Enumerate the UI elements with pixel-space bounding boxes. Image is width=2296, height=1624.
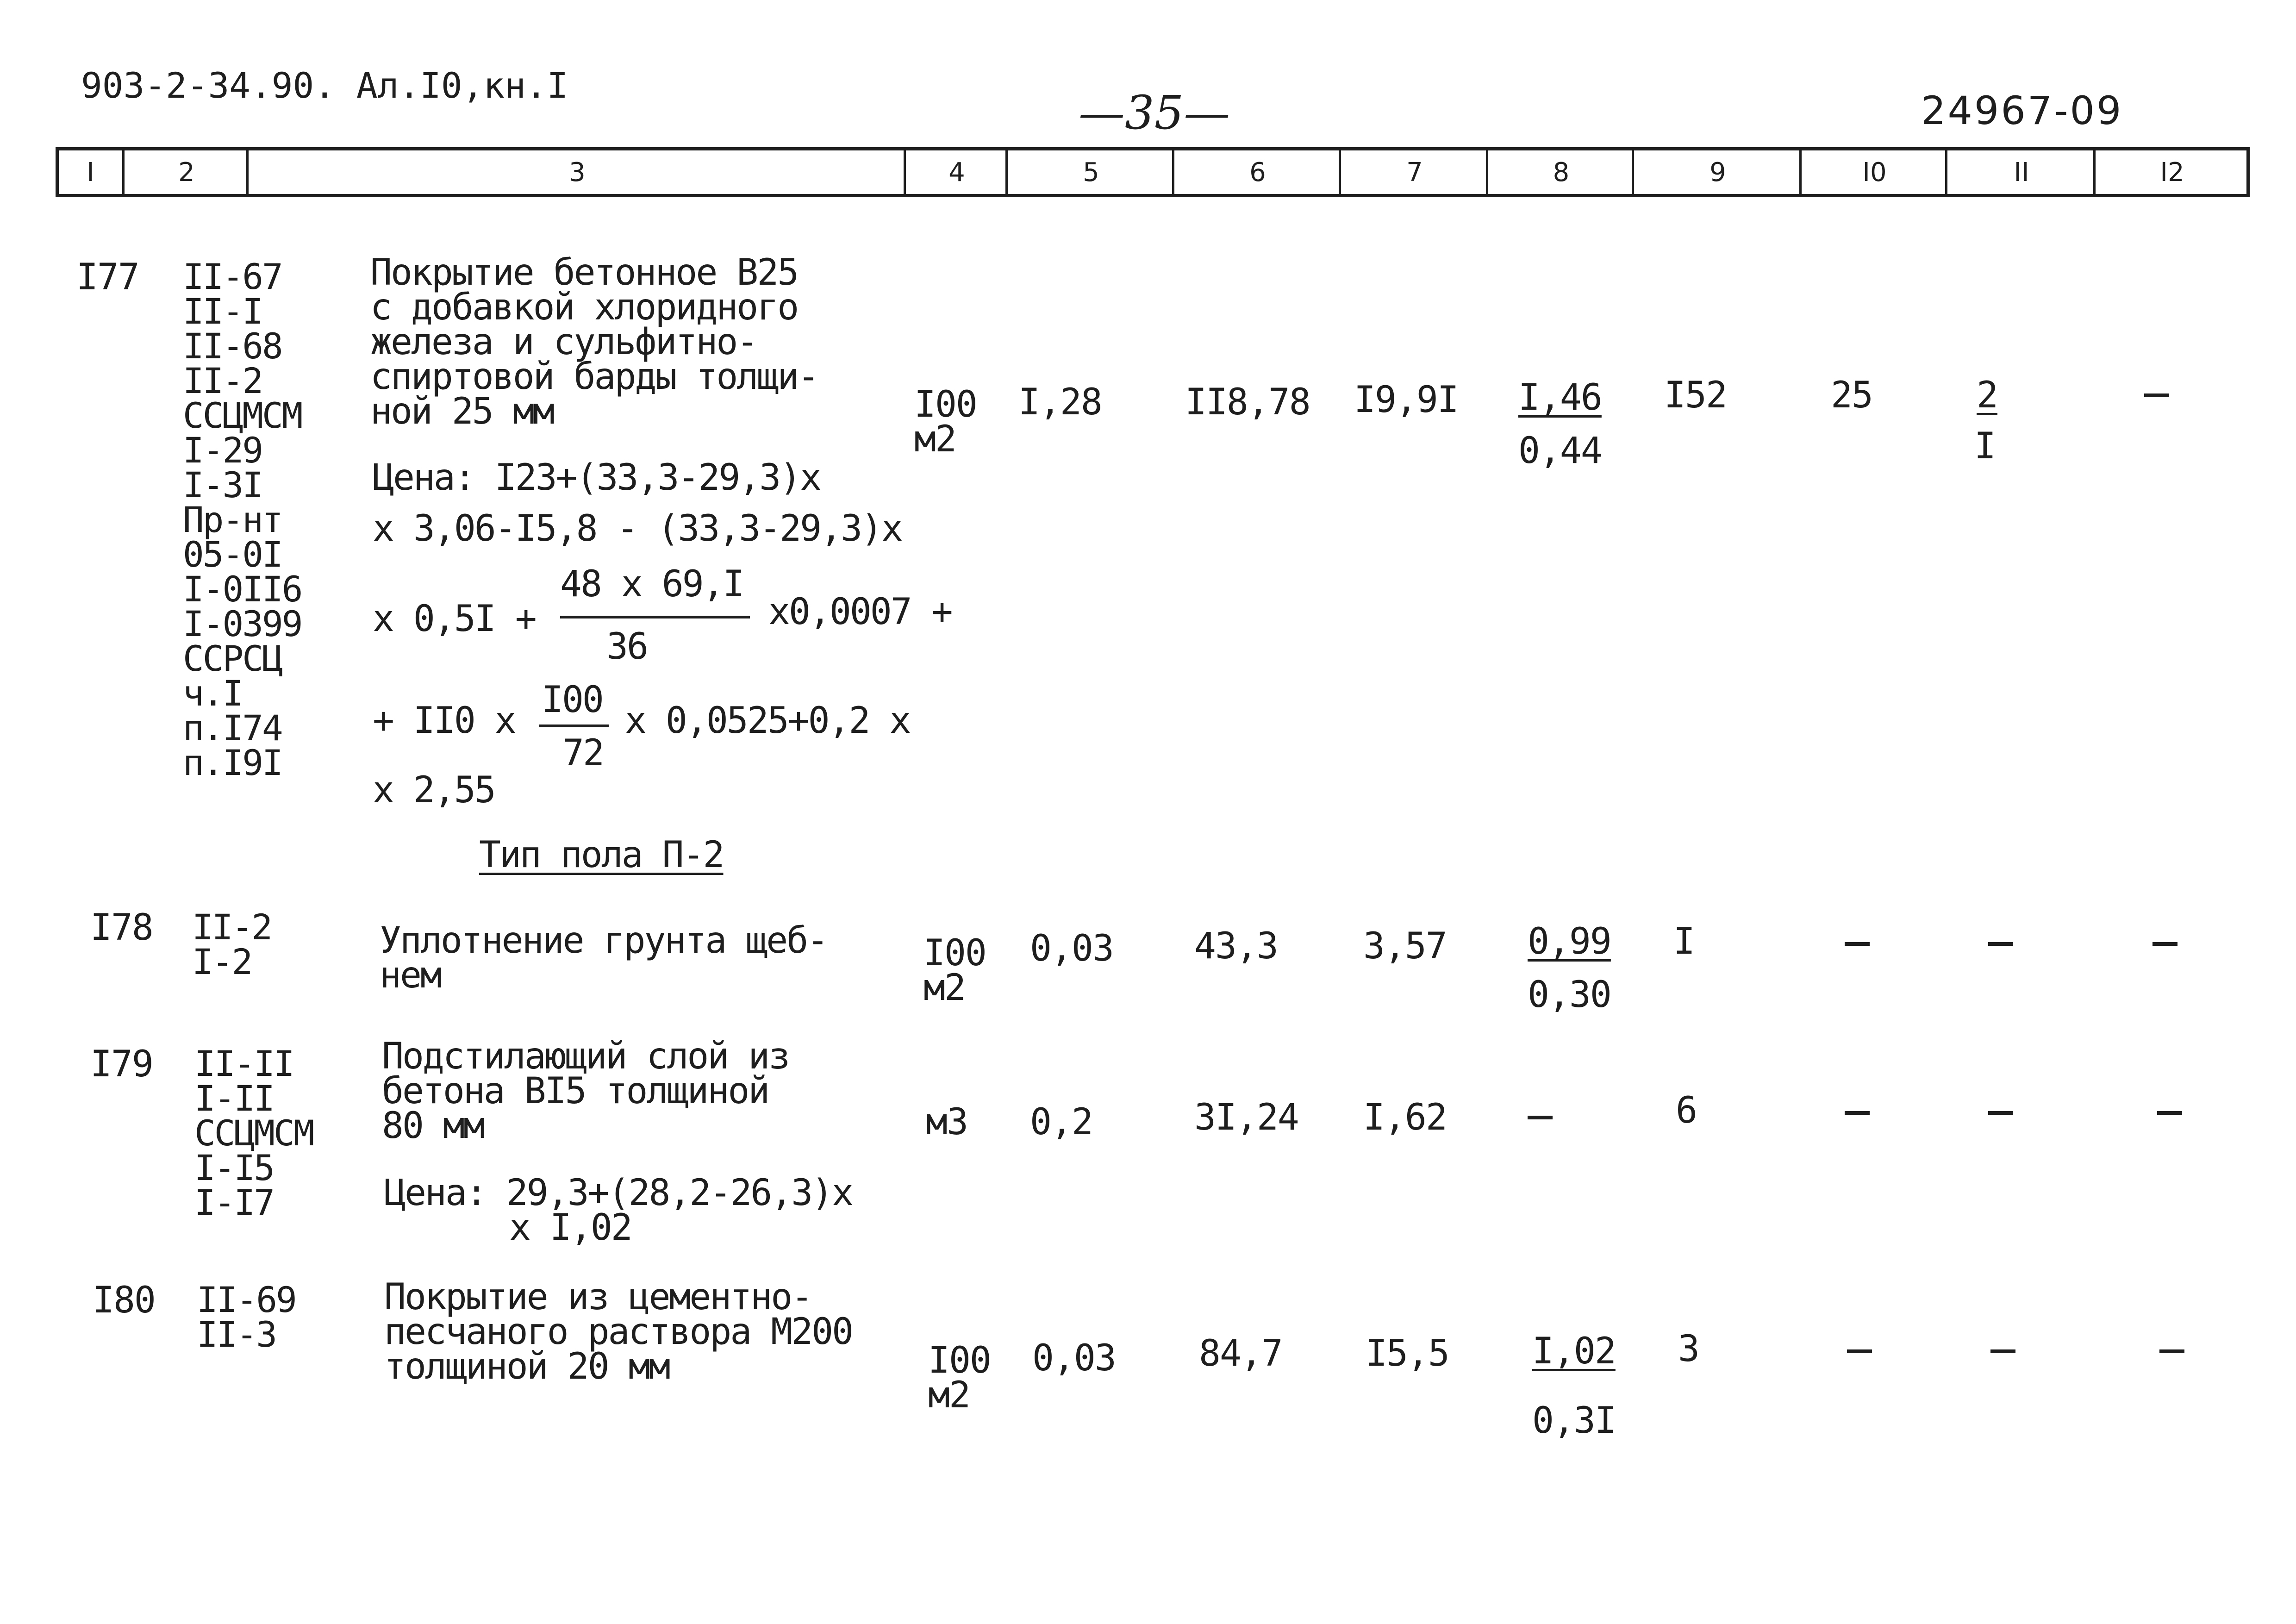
description-line: Уплотнение грунта щеб-	[380, 920, 828, 962]
value-col5: I,28	[1018, 381, 1102, 423]
norm-codes	[183, 256, 302, 783]
description-line: нем	[380, 955, 441, 996]
value-col6: 43,3	[1194, 925, 1278, 967]
empty-dash	[1845, 942, 1870, 946]
value-col6: 3I,24	[1194, 1097, 1298, 1138]
description-line: 80 мм	[382, 1105, 484, 1147]
value-col11-bottom: I	[1974, 425, 1995, 467]
unit-of-measure-suffix: м2	[928, 1374, 970, 1416]
empty-dash	[1988, 1111, 2013, 1115]
empty-dash	[1528, 1116, 1553, 1119]
value-col7: 3,57	[1363, 925, 1447, 967]
value-col5: 0,03	[1030, 928, 1113, 969]
description-line: Покрытие из цементно-	[384, 1276, 812, 1318]
unit-of-measure: I00	[928, 1340, 991, 1381]
norm-code: II-II	[194, 1043, 293, 1084]
norm-code: I-29	[183, 430, 262, 471]
norm-code: ССЦМСМ	[183, 395, 302, 436]
price-formula-line: Цена: I23+(33,3-29,3)х	[373, 457, 821, 499]
value-col6: II8,78	[1185, 381, 1310, 423]
row-number: I77	[76, 256, 139, 298]
description-line: толщиной 20 мм	[384, 1346, 669, 1387]
document-reference: 903-2-34.90. Ал.I0,кн.I	[81, 65, 568, 106]
value-col5: 0,03	[1032, 1337, 1116, 1379]
page-number: —35—	[1079, 86, 1230, 140]
fraction-denominator: 36	[606, 626, 647, 668]
unit-of-measure: I00	[923, 932, 986, 974]
row-number: I80	[93, 1280, 155, 1321]
column-number: 5	[1005, 150, 1174, 194]
norm-code: ч.I	[183, 673, 243, 714]
description-line: железа и сульфитно-	[370, 321, 757, 363]
column-number: 9	[1632, 150, 1802, 194]
norm-code: I-3I	[183, 464, 262, 506]
description-line: с добавкой хлоридного	[370, 287, 798, 328]
fraction-numerator: 48 х 69,I	[560, 563, 743, 605]
price-formula-line: х 0,0525+0,2 х	[625, 700, 910, 742]
value-col8-bottom: 0,44	[1518, 430, 1602, 472]
value-col7: I5,5	[1366, 1333, 1449, 1374]
norm-code: I-II	[194, 1078, 274, 1119]
empty-dash	[2152, 942, 2177, 946]
price-formula-line: х 2,55	[373, 769, 495, 811]
norm-code: I-0II6	[183, 568, 302, 610]
norm-code: ССЦМСМ	[194, 1112, 313, 1154]
value-col9: 6	[1676, 1090, 1697, 1131]
column-number: I0	[1799, 150, 1947, 194]
price-formula-line: х I,02	[509, 1207, 631, 1249]
value-col9: I52	[1664, 375, 1727, 416]
value-col8-top: I,02	[1532, 1330, 1616, 1372]
empty-dash	[1847, 1349, 1872, 1353]
norm-code: I-2	[192, 941, 252, 982]
description-line: Подстилающий слой из	[382, 1036, 789, 1077]
price-formula-line: х 3,06-I5,8 - (33,3-29,3)х	[373, 508, 902, 550]
work-description	[380, 920, 828, 996]
row-number: I78	[90, 907, 153, 949]
work-description	[382, 1036, 789, 1147]
norm-code: I-I7	[194, 1182, 274, 1223]
norm-code: II-68	[183, 325, 282, 367]
norm-codes	[197, 1279, 296, 1355]
norm-code: Пр-нт	[183, 499, 282, 540]
unit-of-measure: I00	[914, 384, 977, 425]
norm-code: 05-0I	[183, 534, 282, 575]
fraction-bar	[560, 616, 750, 618]
empty-dash	[1988, 942, 2013, 946]
unit-of-measure-suffix: м2	[923, 967, 965, 1009]
column-number-header	[56, 147, 2250, 197]
norm-code: п.I74	[183, 707, 282, 749]
norm-code: II-69	[197, 1279, 296, 1320]
norm-code: п.I9I	[183, 742, 282, 783]
description-line: ной 25 мм	[370, 391, 554, 432]
value-col9: 3	[1678, 1328, 1699, 1370]
column-number: II	[1945, 150, 2096, 194]
norm-code: II-3	[197, 1314, 276, 1355]
value-col5: 0,2	[1030, 1101, 1092, 1143]
norm-code: I-I5	[194, 1147, 274, 1188]
empty-dash	[2157, 1111, 2182, 1115]
value-col7: I9,9I	[1354, 379, 1458, 421]
norm-code: I-0399	[183, 603, 302, 644]
price-formula-line: х 0,5I +	[373, 598, 536, 640]
unit-of-measure: м3	[926, 1101, 967, 1143]
norm-code: II-I	[183, 291, 262, 332]
description-line: спиртовой барды толщи-	[370, 356, 818, 398]
fraction-numerator: I00	[542, 679, 603, 721]
column-number: I	[87, 157, 94, 187]
price-formula-line: + II0 х	[373, 700, 515, 742]
fraction-bar	[539, 725, 609, 727]
value-col8-top: I,46	[1518, 377, 1602, 418]
row-number: I79	[90, 1043, 153, 1085]
value-col11-top: 2	[1977, 375, 1997, 416]
section-title: Тип пола П-2	[479, 834, 724, 876]
value-col8-bottom: 0,30	[1528, 974, 1611, 1016]
value-col8-top: 0,99	[1528, 921, 1611, 962]
column-number: 7	[1339, 150, 1488, 194]
column-number: 8	[1486, 150, 1634, 194]
empty-dash	[2144, 394, 2169, 397]
description-line: бетона ВI5 толщиной	[382, 1070, 769, 1112]
empty-dash	[2159, 1349, 2184, 1353]
column-number: 4	[904, 150, 1008, 194]
document-number: 24967-09	[1921, 88, 2123, 133]
fraction-denominator: 72	[562, 732, 603, 774]
column-number: 3	[246, 150, 906, 194]
value-col9: I	[1673, 921, 1694, 962]
column-number: 6	[1172, 150, 1341, 194]
value-col10: 25	[1831, 375, 1872, 416]
value-col8-bottom: 0,3I	[1532, 1400, 1616, 1442]
empty-dash	[1990, 1349, 2015, 1353]
price-formula-line: Цена: 29,3+(28,2-26,3)х	[384, 1172, 853, 1214]
work-description	[370, 252, 818, 432]
empty-dash	[1845, 1111, 1870, 1115]
column-number: I2	[2093, 150, 2249, 194]
value-col7: I,62	[1363, 1097, 1447, 1138]
value-col6: 84,7	[1199, 1333, 1282, 1374]
norm-code: II-2	[183, 360, 262, 401]
work-description	[384, 1276, 853, 1387]
column-number: 2	[122, 150, 249, 194]
price-formula-line: х0,0007 +	[768, 591, 952, 633]
norm-code: II-2	[192, 906, 272, 948]
norm-codes	[194, 1043, 313, 1223]
norm-code: ССРСЦ	[183, 638, 282, 679]
norm-codes	[192, 906, 272, 982]
description-line: песчаного раствора М200	[384, 1311, 853, 1353]
norm-code: II-67	[183, 256, 282, 297]
description-line: Покрытие бетонное В25	[370, 252, 798, 294]
unit-of-measure-suffix: м2	[914, 418, 956, 460]
